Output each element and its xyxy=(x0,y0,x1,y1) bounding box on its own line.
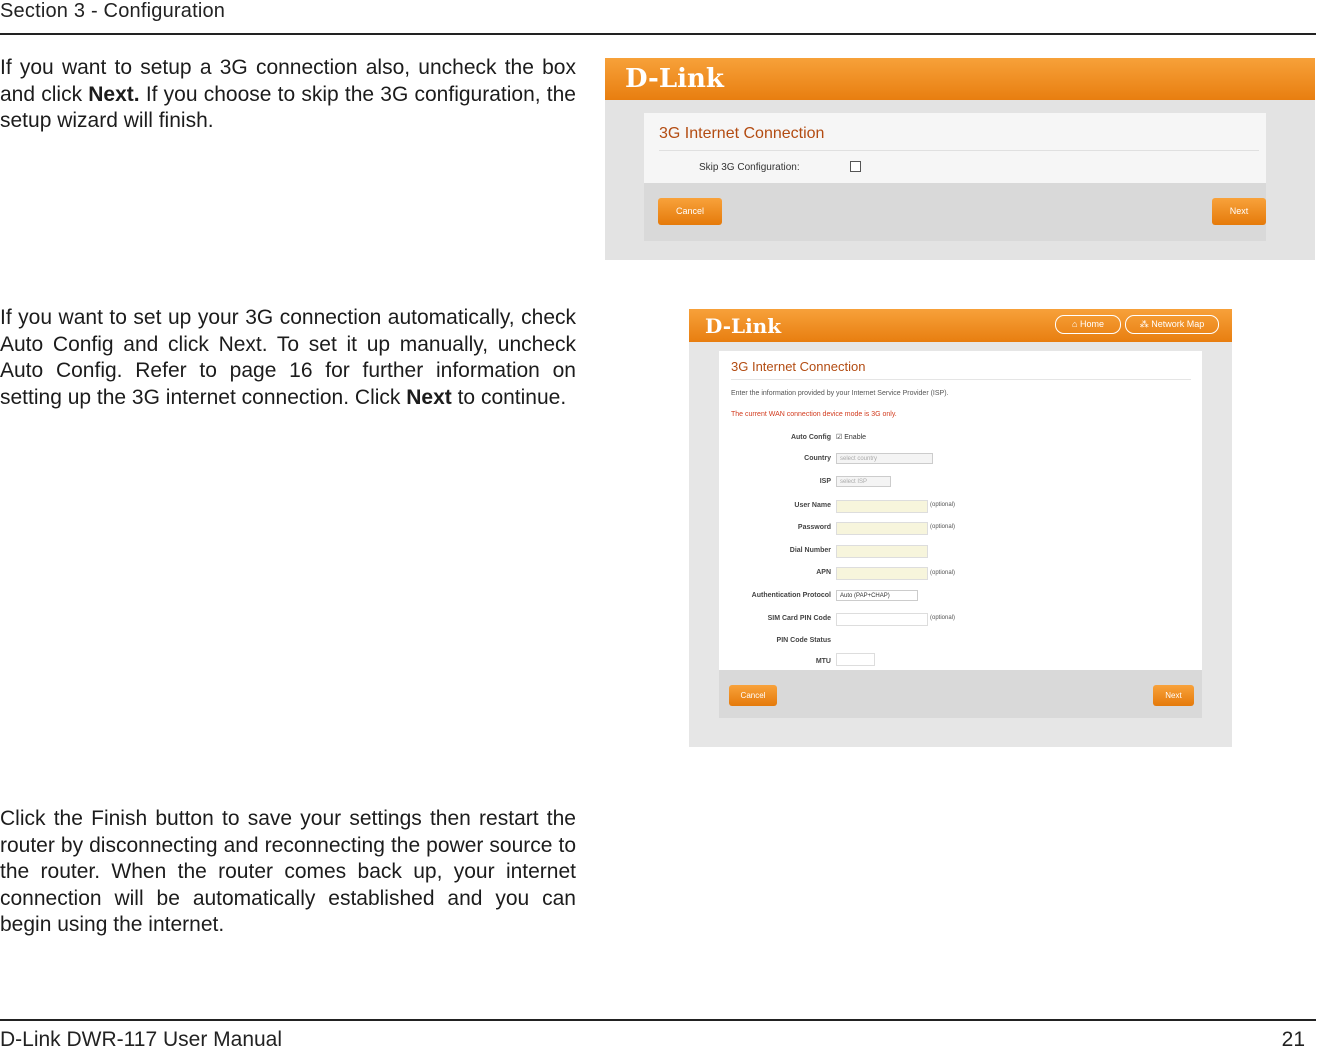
bold-next: Next xyxy=(406,385,452,409)
isp-info-text: Enter the information provided by your Internet Service Provider (ISP). xyxy=(731,390,949,397)
isp-select[interactable]: select ISP xyxy=(836,476,891,487)
network-map-button[interactable]: ⁂ Network Map xyxy=(1125,315,1219,334)
optional-note: (optional) xyxy=(930,615,956,621)
apn-label: APN xyxy=(816,569,831,576)
apn-input[interactable] xyxy=(836,567,928,580)
section-header: Section 3 - Configuration xyxy=(0,0,226,22)
user-name-input[interactable] xyxy=(836,500,928,513)
next-button[interactable]: Next xyxy=(1212,198,1266,225)
country-select[interactable]: select country xyxy=(836,453,933,464)
auto-config-label: Auto Config xyxy=(790,434,831,441)
screenshot-skip-3g xyxy=(605,58,1315,260)
header-rule xyxy=(0,33,1316,35)
auth-protocol-label: Authentication Protocol xyxy=(751,592,831,599)
screenshot-3g-settings xyxy=(689,309,1232,747)
password-label: Password xyxy=(797,524,831,531)
panel-divider xyxy=(659,150,1259,151)
optional-note: (optional) xyxy=(930,524,956,530)
panel-footer xyxy=(644,183,1266,241)
wan-mode-warning: The current WAN connection device mode is 3G only. xyxy=(731,411,897,418)
paragraph-skip-3g: If you want to setup a 3G connection also, uncheck the box and click Next. If you choose to skip the 3G configuration, the setup wizard will finish. xyxy=(0,56,576,132)
footer-rule xyxy=(0,1019,1316,1021)
next-button[interactable]: Next xyxy=(1153,685,1194,706)
dlink-logo: D-Link xyxy=(705,314,782,338)
skip-3g-label: Skip 3G Configuration: xyxy=(699,162,800,173)
dial-number-input[interactable] xyxy=(836,545,928,558)
country-label: Country xyxy=(804,455,831,462)
cancel-button[interactable]: Cancel xyxy=(658,198,722,225)
panel-footer xyxy=(719,670,1202,718)
paragraph-auto-config: If you want to set up your 3G connection automatically, check Auto Config and click Next. To set it up manually, uncheck Auto Config. Refer to page 16 for further information on setting up the 3G internet connection. Click Next to continue. xyxy=(0,306,576,409)
mtu-label: MTU xyxy=(815,658,831,665)
home-button[interactable]: ⌂ Home xyxy=(1055,315,1121,334)
auth-protocol-select[interactable]: Auto (PAP+CHAP) xyxy=(836,590,918,601)
dial-number-label: Dial Number xyxy=(789,547,831,554)
panel-title: 3G Internet Connection xyxy=(731,359,866,374)
auto-config-checkbox[interactable]: ☑ Enable xyxy=(836,434,867,441)
network-map-icon: ⁂ xyxy=(1139,319,1152,329)
user-name-label: User Name xyxy=(794,502,831,509)
page-number: 21 xyxy=(1281,1028,1305,1051)
pin-status-label: PIN Code Status xyxy=(776,637,831,644)
home-icon: ⌂ xyxy=(1072,319,1080,329)
sim-pin-label: SIM Card PIN Code xyxy=(767,615,831,622)
sim-pin-input[interactable] xyxy=(836,613,928,626)
3g-settings-panel xyxy=(719,351,1202,718)
skip-3g-checkbox[interactable] xyxy=(850,161,861,172)
optional-note: (optional) xyxy=(930,502,956,508)
manual-title: D-Link DWR-117 User Manual xyxy=(0,1028,283,1051)
cancel-button[interactable]: Cancel xyxy=(729,685,777,706)
isp-label: ISP xyxy=(819,478,831,485)
optional-note: (optional) xyxy=(930,570,956,576)
bold-next: Next. xyxy=(88,82,140,106)
panel-divider xyxy=(731,379,1191,380)
dlink-logo: D-Link xyxy=(625,64,724,94)
paragraph-finish: Click the Finish button to save your settings then restart the router by disconnecting and reconnecting the power source to the router. When the router comes back up, your internet connection will be automatically established and you can begin using the internet. xyxy=(0,807,576,936)
password-input[interactable] xyxy=(836,522,928,535)
panel-title: 3G Internet Connection xyxy=(659,125,825,142)
mtu-input[interactable] xyxy=(836,653,875,666)
3g-connection-panel xyxy=(644,113,1266,241)
